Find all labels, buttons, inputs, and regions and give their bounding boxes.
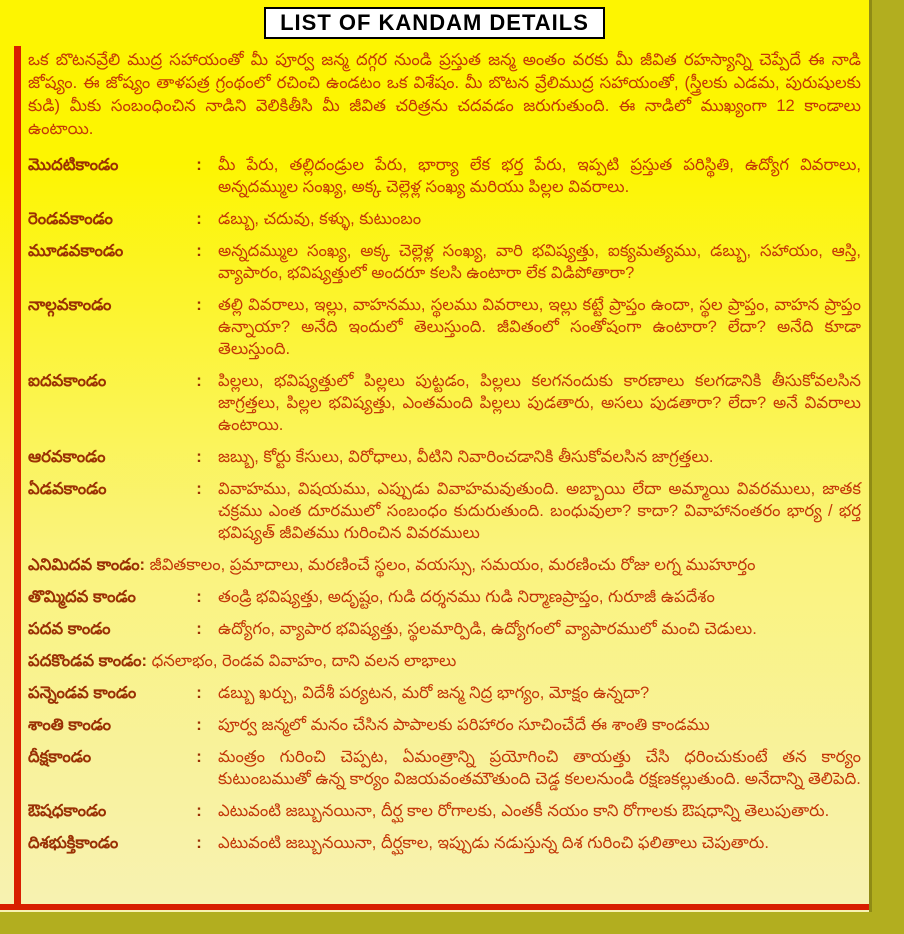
- kandam-label: నాల్గవకాండం: [28, 296, 112, 314]
- kandam-description: డబ్బు, చదువు, కళ్ళు, కుటుంబం: [218, 210, 422, 228]
- list-item: [28, 446, 861, 468]
- kandam-description: పూర్వ జన్మలో మనం చేసిన పాపాలకు పరిహారం సూచించేదే ఈ శాంతి కాండము: [218, 716, 710, 734]
- kandam-label: పన్నెండవ కాండం: [28, 684, 137, 702]
- kandam-description: ధనలాభం, రెండవ వివాహం, దాని వలన లాభాలు: [151, 652, 457, 670]
- kandam-label: రెండవకాండం: [28, 210, 113, 228]
- colon-separator: :: [196, 748, 202, 766]
- list-item: [28, 240, 861, 284]
- colon-separator: :: [196, 448, 202, 466]
- kandam-description: ఉద్యోగం, వ్యాపార భవిష్యత్తు, స్థలమార్పిడి, ఉద్యోగంలో వ్యాపారములో మంచి చెడులు.: [218, 620, 757, 638]
- list-item: [28, 800, 861, 822]
- intro-paragraph: ఒక బొటనవ్రేలి ముద్ర సహాయంతో మీ పూర్వ జన్మ దగ్గర నుండి ప్రస్తుత జన్మ అంతం వరకు మీ జీవిత రహస్యాన్ని చెప్పేదే ఈ నాడి జోష్యం. ఈ జోష్యం తాళపత్ర గ్రంథంలో రచించి ఉండటం ఒక విశేషం. మీ బొటన వ్రేలిముద్ర సహాయంతో, (స్త్రీలకు ఎడమ, పురుషులకు కుడి) మీకు సంబంధించిన నాడిని వెలికితీసి మీ జీవిత చరిత్రను చదవడం జరుగుతుంది. ఈ నాడిలో ముఖ్యంగా 12 కాండాలు ఉంటాయి.: [28, 51, 861, 138]
- colon-separator: :: [196, 716, 202, 734]
- list-item: [28, 714, 861, 736]
- colon-separator: :: [196, 834, 202, 852]
- kandam-label: ఐదవకాండం: [28, 372, 107, 390]
- kandam-label: ఆరవకాండం: [28, 448, 106, 466]
- kandam-label: పదవ కాండం: [28, 620, 111, 638]
- title-row: [0, 0, 869, 39]
- list-item: [28, 294, 861, 360]
- kandam-description: జీవితకాలం, ప్రమాదాలు, మరణించే స్థలం, వయస్సు, సమయం, మరణించు రోజు లగ్న ముహూర్తం: [149, 556, 756, 574]
- kandam-description: మీ పేరు, తల్లిదండ్రుల పేరు, భార్యా లేక భర్త పేరు, ఇప్పటి ప్రస్తుత పరిస్థితి, ఉద్యోగ వివరాలు, అన్నదమ్ముల సంఖ్య, అక్క చెల్లెళ్ల సంఖ్య మరియు పిల్లల వివరాలు.: [218, 156, 861, 196]
- kandam-label: పదకొండవ కాండం:: [28, 652, 147, 670]
- kandam-label: శాంతి కాండం: [28, 716, 112, 734]
- kandam-description: ఎటువంటి జబ్బునయినా, దీర్ఘకాల, ఇప్పుడు నడుస్తున్న దిశ గురించి ఫలితాలు చెపుతారు.: [218, 834, 769, 852]
- kandam-label: దిశభుక్తికాండం: [28, 834, 119, 852]
- kandam-description: వివాహము, విషయము, ఎప్పుడు వివాహమవుతుంది. అబ్బాయి లేదా అమ్మాయి వివరములు, జాతక చక్రము ఎంత దూరములో సంబంధం కుదురుతుంది. బంధువులా? కాదా? వివాహానంతరం భార్య / భర్త భవిష్యత్ జీవితము గురించిన వివరములు: [218, 480, 861, 542]
- list-item: [28, 554, 861, 576]
- colon-separator: :: [196, 684, 202, 702]
- colon-separator: :: [196, 156, 202, 174]
- colon-separator: :: [196, 480, 202, 498]
- kandam-description: పిల్లలు, భవిష్యత్తులో పిల్లలు పుట్టడం, పిల్లలు కలగనందుకు కారణాలు కలగడానికి తీసుకోవలసిన జాగ్రత్తలు, పిల్లల భవిష్యత్తు, ఎంతమంది పిల్లలు పుడతారు, అసలు పుడతారా? లేదా? అనే వివరాలు ఉంటాయి.: [218, 372, 861, 434]
- kandam-label: ఏడవకాండం: [28, 480, 107, 498]
- red-border-bottom: [0, 904, 869, 910]
- kandam-label: మొదటికాండం: [28, 156, 119, 174]
- colon-separator: :: [196, 372, 202, 390]
- list-item: [28, 208, 861, 230]
- kandam-label: దీక్షకాండం: [28, 748, 92, 766]
- kandam-label: ఎనిమిదవ కాండం:: [28, 556, 150, 574]
- kandam-label: ఔషధకాండం: [28, 802, 107, 820]
- colon-separator: :: [196, 588, 202, 606]
- kandam-description: తండ్రి భవిష్యత్తు, అదృష్టం, గుడి దర్శనము గుడి నిర్మాణప్రాప్తం, గురూజీ ఉపదేశం: [218, 588, 715, 606]
- list-item: [28, 154, 861, 198]
- kandam-description: ఎటువంటి జబ్బునయినా, దీర్ఘ కాల రోగాలకు, ఎంతకీ నయం కాని రోగాలకు ఔషధాన్ని తెలుపుతారు.: [218, 802, 830, 820]
- colon-separator: :: [196, 296, 202, 314]
- list-item: [28, 746, 861, 790]
- colon-separator: :: [196, 802, 202, 820]
- colon-separator: :: [196, 620, 202, 638]
- list-item: [28, 832, 861, 854]
- kandam-description: అన్నదమ్ముల సంఖ్య, అక్క చెల్లెళ్ల సంఖ్య, వారి భవిష్యత్తు, ఐక్యమత్యము, డబ్బు, సహాయం, ఆస్తి, వ్యాపారం, భవిష్యత్తులో అందరూ కలసి ఉంటారా లేక విడిపోతారా?: [218, 242, 861, 282]
- kandam-label: మూడవకాండం: [28, 242, 124, 260]
- kandam-label: తొమ్మిదవ కాండం: [28, 588, 136, 606]
- list-item: [28, 478, 861, 544]
- page-content: [0, 39, 869, 854]
- kandam-description: డబ్బు ఖర్చు, విదేశీ పర్యటన, మరో జన్మ నిద్ర భాగ్యం, మోక్షం ఉన్నదా?: [218, 684, 650, 702]
- list-item: [28, 586, 861, 608]
- kandam-description: మంత్రం గురించి చెప్పట, ఏమంత్రాన్ని ప్రయోగించి తాయత్తు చేసి ధరించుకుంటే తన కార్యం కుటుంబముతో ఉన్న కార్యం విజయవంతమౌతుంది చెడ్డ కలలనుండి రక్షణకల్లుతుంది. అనేదాన్ని తెలిపెది.: [218, 748, 861, 788]
- list-item: [28, 650, 861, 672]
- kandam-description: జబ్బు, కోర్టు కేసులు, విరోధాలు, వీటిని నివారించడానికి తీసుకోవలసిన జాగ్రత్తలు.: [218, 448, 714, 466]
- list-item: [28, 682, 861, 704]
- list-item: [28, 618, 861, 640]
- kandam-list: [28, 154, 861, 854]
- page-title: LIST OF KANDAM DETAILS: [280, 10, 589, 35]
- colon-separator: :: [196, 242, 202, 260]
- kandam-description: తల్లి వివరాలు, ఇల్లు, వాహనము, స్థలము వివరాలు, ఇల్లు కట్టే ప్రాప్తం ఉందా, స్థల ప్రాప్తం, వాహన ప్రాప్తం ఉన్నాయా? అనేది ఇందులో తెలుస్తుంది. జీవితంలో సంతోషంగా ఉంటారా? లేదా? అనేది కూడా తెలుస్తుంది.: [218, 296, 861, 358]
- colon-separator: :: [196, 210, 202, 228]
- list-item: [28, 370, 861, 436]
- title-box: [264, 7, 605, 39]
